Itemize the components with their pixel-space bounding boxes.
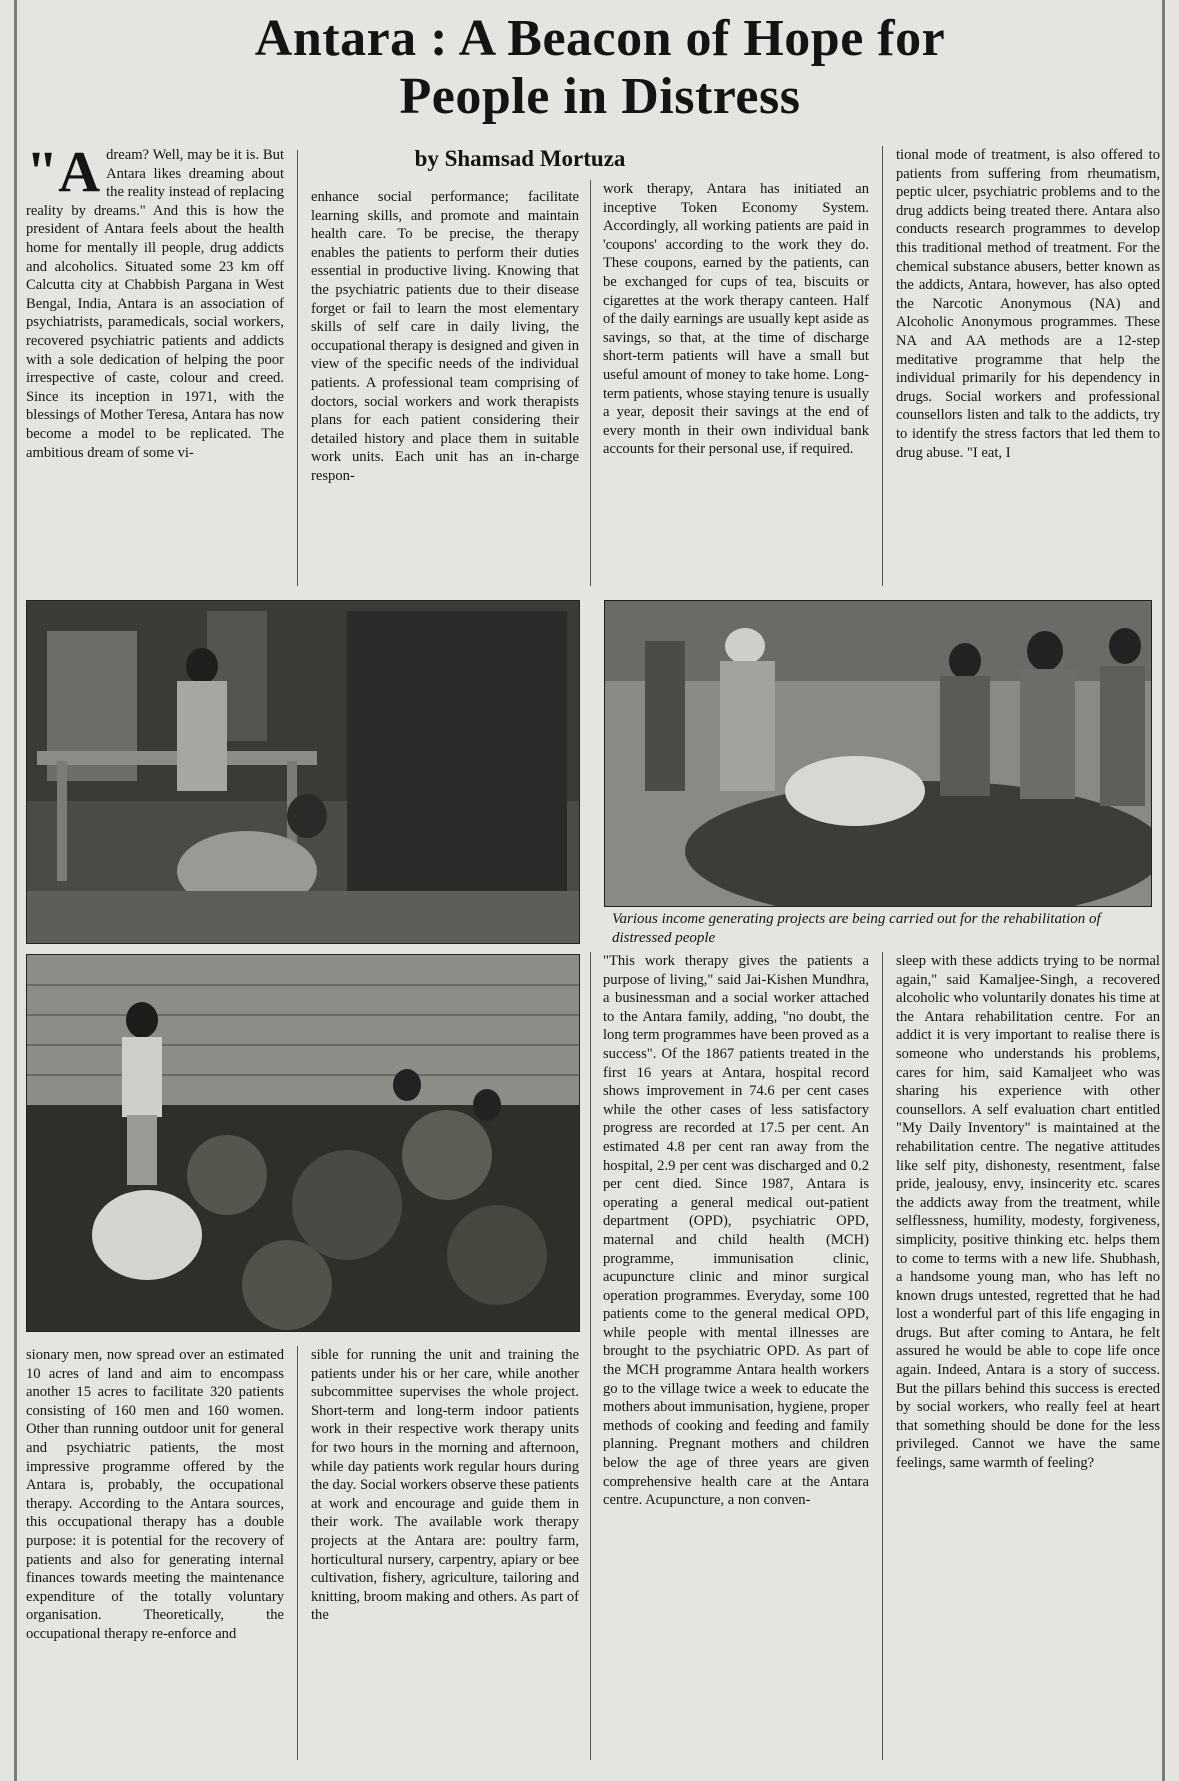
column-divider xyxy=(297,150,298,586)
column-3-middle: "This work therapy gives the patients a purpose of living," said Jai-Kishen Mundhra, a businessman and a social worker attached to the Antara family, adding, "no doubt, the long term programmes have been proved as a success". Of the 1867 patients treated in the first 16 years at Antara, hospital record shows improvement in 74.6 per cent cases while the other cases of less satisfactory progress are recorded at 17.5 per cent. An estimated 4.8 per cent ran away from the hospital, 2.9 per cent was discharged and 0.2 per cent died. Since 1987, Antara is operating a general medical out-patient department (OPD), psychiatric OPD, maternal and child health (MCH) programme, immunisation clinic, acupuncture clinic and minor surgical operation programmes. Everyday, some 100 patients come to the general medical OPD, while people with mental illnesses are brought to the psychiatric OPD. As part of the MCH programme Antara health workers go to the village twice a week to educate the mothers about immunisation, hygiene, proper methods of cooking and feeding and family planning. Pregnant mothers and children below the age of three years are given comprehensive health care at the Antara centre. Acupuncture, a non conven- xyxy=(603,953,869,1509)
work-therapy-photo xyxy=(604,600,1152,907)
column-3-top: work therapy, Antara has initiated an inceptive Token Economy System. Accordingly, all working patients are paid in 'coupons' according to the work they do. These coupons, earned by the patients, can be exchanged for cups of tea, biscuits or cigarettes at the work therapy canteen. Half of the daily earnings are usually kept aside as savings, so that, at the time of discharge short-term patients will have a small but useful amount of money to take home. Long-term patients, whose staying tenure is usually a year, deposit their savings at the end of every month in their own individual bank accounts for their personal use, if required. xyxy=(603,181,869,458)
column-4-middle: sleep with these addicts trying to be normal again," said Kamaljee-Singh, a recovered alcoholic who voluntarily donates his time at the Antara rehabilitation centre. For an addict it is very important to realise there is someone who understands his problems, cares for him, said Kamaljeet who was sharing his experience with other counsellors. A self evaluation chart entitled "My Daily Inventory" is maintained at the rehabilitation centre. The negative attitudes like self pity, dishonesty, resentment, false pride, jealousy, envy, insincerity etc. scares the addicts away from the treatment, while selflessness, humility, modesty, forgiveness, simplicity, positive thinking etc. helps them to come to terms with a new life. Shubhash, a handsome young man, who has left no known drugs untested, regretted that he had lost a wonderful part of this life engaging in drugs. But after coming to Antara, he felt assured he would be able to cope life once again. Indeed, Antara is a story of success. But the pillars behind this success is erected by social workers, who really feel at heart that something should be done for the less privileged. Cannot we have the same feelings, same warmth of feeling? xyxy=(896,953,1160,1472)
article-headline: Antara : A Beacon of Hope for People in Distress xyxy=(254,10,946,125)
drop-cap: "A xyxy=(26,146,101,204)
column-1-top-text: dream? Well, may be it is. But Antara likes dreaming about the reality instead of replacing reality by dreams." And this is how the president of Antara feels about the health home for mentally ill people, drug addicts and alcoholics. Situated some 23 km off Calcutta city at Chabbish Pargana in West Bengal, India, Antara is an association of psychiatrists, paramedicals, social workers, recovered psychiatric patients and addicts with a sole dedication of helping the poor irrespective of caste, colour and creed. Since its inception in 1971, with the blessings of Mother Teresa, Antara has now become a model to be replicated. The ambitious dream of some vi- xyxy=(26,147,284,461)
column-divider xyxy=(590,952,591,1760)
page-border-right xyxy=(1162,0,1165,1781)
workshop-photo-icon xyxy=(27,601,579,943)
column-4-top: tional mode of treatment, is also offered to patients from suffering from rheumatism, peptic ulcer, psychiatric problems and to the drug addicts being treated there. Antara also conducts research programmes to develop this traditional method of treatment. For the chemical substance abusers, better known as the addicts, Antara, however, has also opted the Narcotic Anonymous (NA) and Alcoholic Anonymous programmes. These NA and AA methods are a 12-step meditative programme that help the individual primarily for his dependency in drugs. Social workers and professional counsellors listen and talk to the addicts, try to identify the stress factors that led them to drug abuse. "I eat, I xyxy=(896,147,1160,461)
garden-photo-icon xyxy=(27,955,579,1331)
column-1-bottom: sionary men, now spread over an estimated 10 acres of land and aim to encompass another 15 acres to facilitate 320 patients consisting of 160 men and 160 women. Other than running outdoor unit for general and psychiatric patients, the most impressive programme offered by the Antara is, probably, the occupational therapy. According to the Antara sources, this occupational therapy has a double purpose: it is potential for the recovery of patients and also for generating internal finances towards meeting the maintenance expenditure of the totally voluntary organisation. Theoretically, the occupational therapy re-enforce and xyxy=(26,1347,284,1642)
column-2-top: enhance social performance; facilitate learning skills, and promote and maintain health care. To be precise, the therapy enables the patients to perform their duties essential in productive living. Knowing that the psychiatric patients due to their disease forget or fail to learn the most elementary skills of self care in daily living, the occupational therapy is designed and given in view of the specific needs of the individual patients. A professional team comprising of doctors, social workers and work therapists plans for each patient considering their detailed history and place them in suitable work units. Each unit has an in-charge respon- xyxy=(311,189,579,484)
garden-photo xyxy=(26,954,580,1332)
column-1-top xyxy=(26,146,284,586)
column-divider xyxy=(590,180,591,586)
column-divider xyxy=(297,1346,298,1760)
page-border-left xyxy=(14,0,17,1781)
workshop-photo xyxy=(26,600,580,944)
photo-caption: Various income generating projects are being carried out for the rehabilitation of distressed people xyxy=(612,911,1101,946)
column-divider xyxy=(882,146,883,586)
article-byline: by Shamsad Mortuza xyxy=(414,146,626,171)
column-divider xyxy=(882,952,883,1760)
column-2-bottom: sible for running the unit and training the patients under his or her care, while another subcommittee supervises the whole project. Short-term and long-term indoor patients work in their respective work therapy units for two hours in the morning and afternoon, while day patients work regular hours during the day. Social workers observe these patients at work and encourage and guide them in their work. The available work therapy projects at the Antara are: poultry farm, horticultural nursery, carpentry, apiary or bee cultivation, fishery, agriculture, tailoring and knitting, broom making and others. As part of the xyxy=(311,1347,579,1624)
work-therapy-photo-icon xyxy=(605,601,1151,906)
